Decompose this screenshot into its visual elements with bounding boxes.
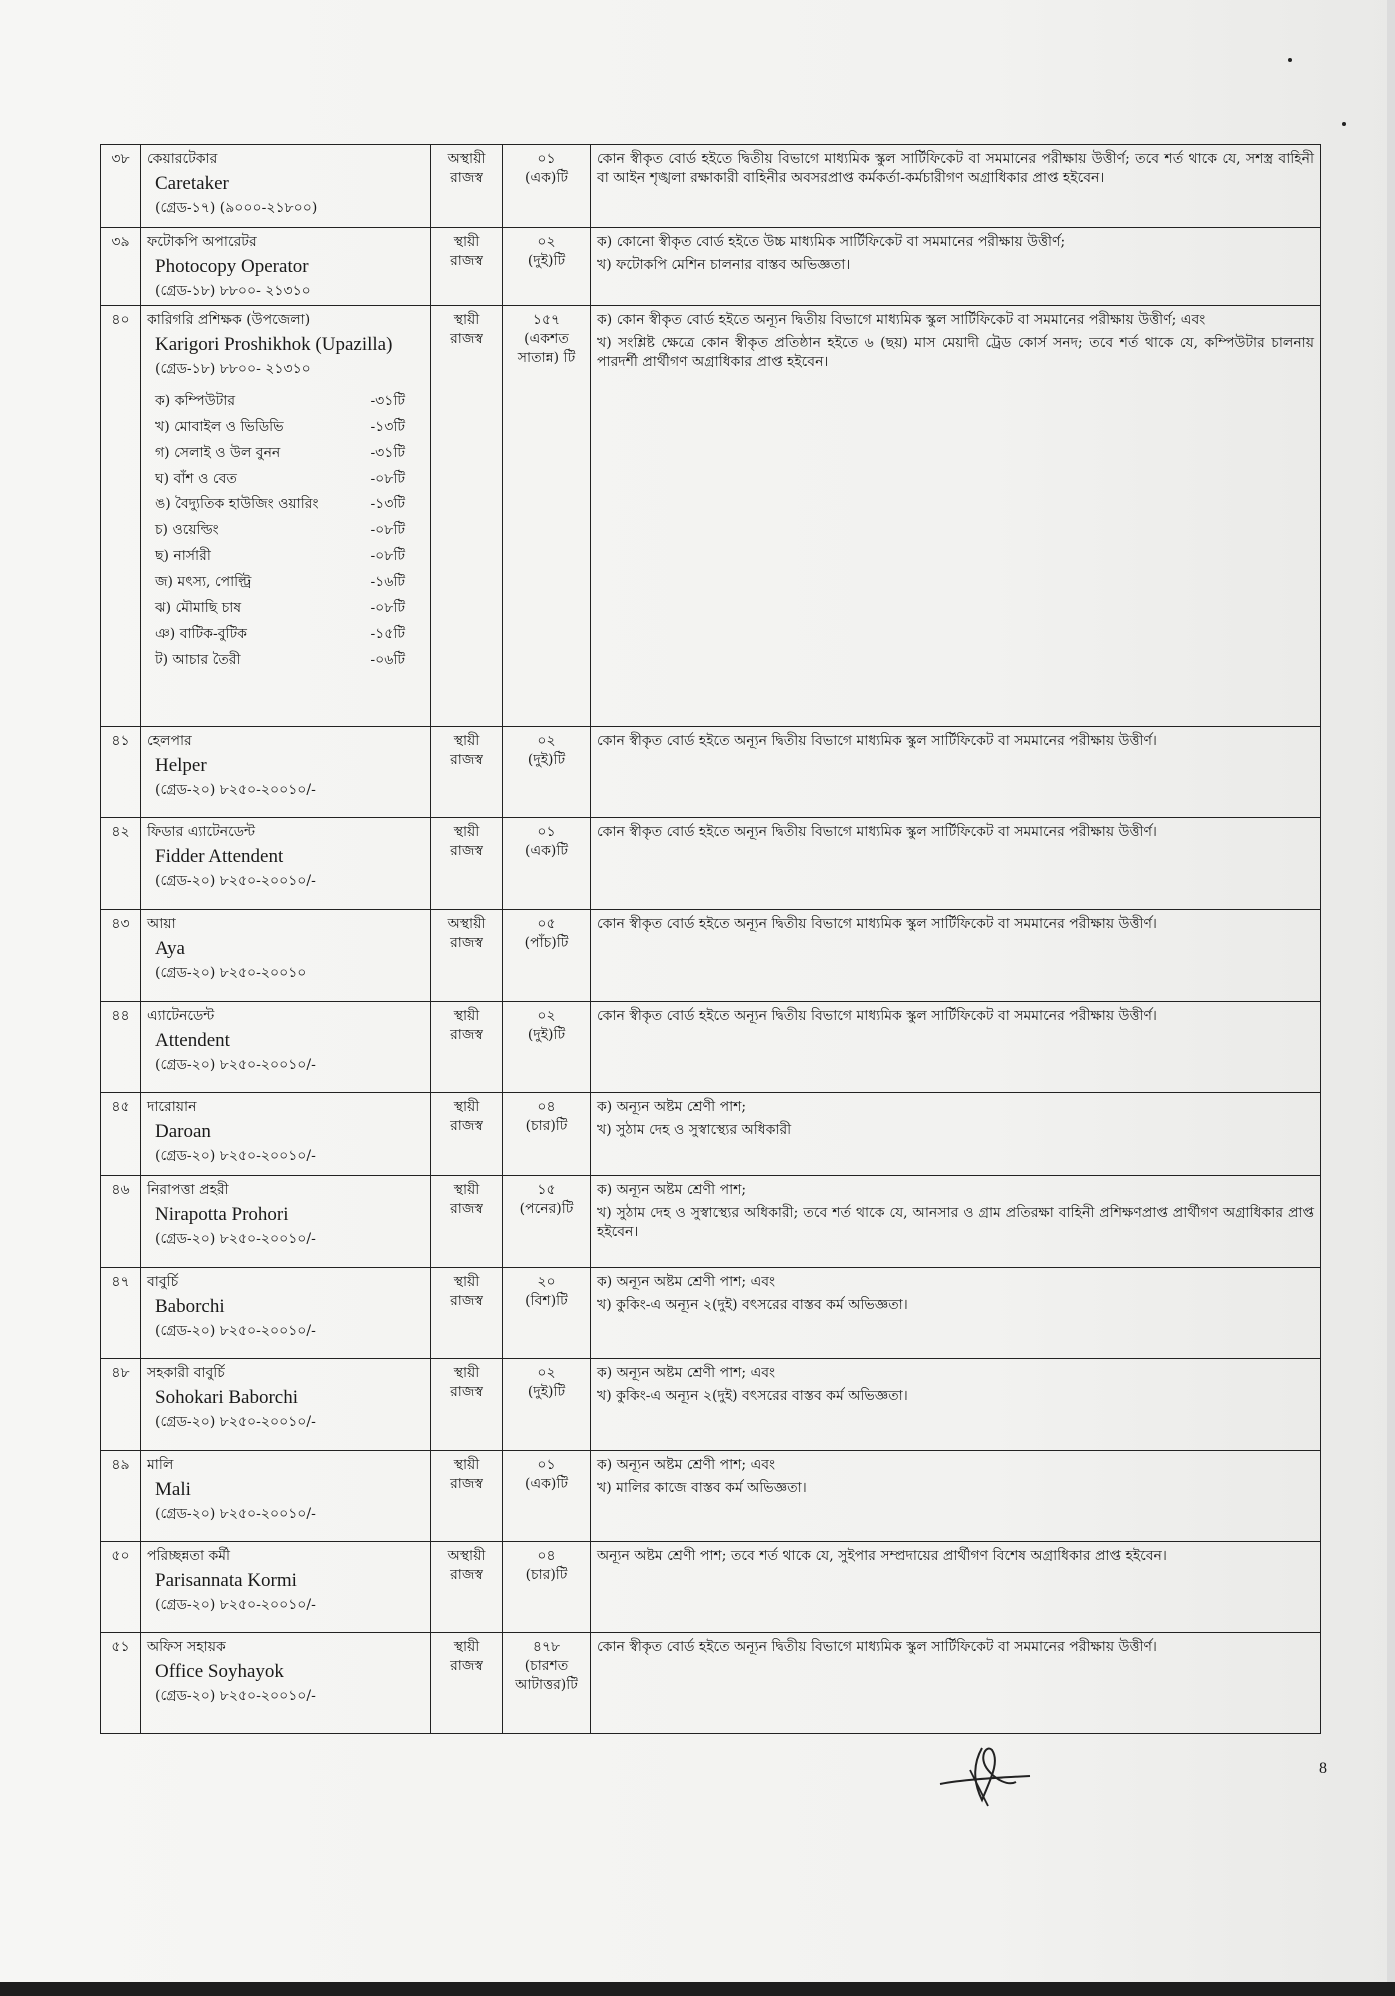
trade-name: ঙ) বৈদ্যুতিক হাউজিং ওয়ারিং [155, 496, 319, 513]
vacancy-cell [503, 1176, 591, 1268]
qualification-line: খ) মালির কাজে বাস্তব কর্ম অভিজ্ঞতা। [597, 1480, 807, 1497]
pay-grade: (গ্রেড-১৭) (৯০০০-২১৮০০) [155, 199, 318, 216]
post-name-bangla: কারিগরি প্রশিক্ষক (উপজেলা) [147, 312, 311, 329]
post-name-english: Karigori Proshikhok (Upazilla) [155, 334, 393, 356]
post-name-bangla: আয়া [147, 916, 176, 933]
qualification-cell [591, 1002, 1321, 1093]
vacancy-cell [503, 727, 591, 818]
serial-cell: ৪৯ [101, 1451, 141, 1542]
qualification-cell [591, 306, 1321, 727]
pay-grade: (গ্রেড-২০) ৮২৫০-২০০১০/- [155, 1505, 316, 1522]
post-cell [141, 145, 431, 228]
vacancy-number: ২০ [537, 1274, 556, 1291]
qualification-line: খ) ফটোকপি মেশিন চালনার বাস্তব অভিজ্ঞতা। [597, 256, 851, 273]
status-type: স্থায়ী [453, 824, 480, 841]
vacancy-words: (দুই)টি [527, 752, 566, 769]
vacancy-cell [503, 1002, 591, 1093]
post-name-english: Fidder Attendent [155, 846, 284, 868]
qualification-line: কোন স্বীকৃত বোর্ড হইতে অন্যূন দ্বিতীয় বিভাগে মাধ্যমিক স্কুল সার্টিফিকেট বা সমমানের পরীক্ষায় উত্তীর্ণ। [597, 1008, 1157, 1025]
vacancy-words: (দুই)টি [527, 1384, 566, 1401]
status-type: স্থায়ী [453, 1182, 480, 1199]
serial-cell: ৪৪ [101, 1002, 141, 1093]
vacancy-words: (এক)টি [524, 169, 568, 186]
status-cell [431, 145, 503, 228]
qualification-line: ক) অন্যূন অষ্টম শ্রেণী পাশ; এবং [597, 1457, 776, 1474]
qualification-cell [591, 1359, 1321, 1451]
post-name-english: Parisannata Kormi [155, 1570, 297, 1592]
status-cell [431, 1359, 503, 1451]
post-name-bangla: নিরাপত্তা প্রহরী [147, 1182, 229, 1199]
qualification-line: ক) অন্যূন অষ্টম শ্রেণী পাশ; [597, 1099, 747, 1116]
status-fund: রাজস্ব [450, 1567, 483, 1584]
trade-name: ছ) নার্সারী [155, 548, 211, 565]
status-fund: রাজস্ব [450, 1476, 483, 1493]
post-name-english: Baborchi [155, 1296, 225, 1318]
table-row [101, 910, 1321, 1002]
qualification-line: কোন স্বীকৃত বোর্ড হইতে অন্যূন দ্বিতীয় বিভাগে মাধ্যমিক স্কুল সার্টিফিকেট বা সমমানের পরীক্ষায় উত্তীর্ণ। [597, 1639, 1157, 1656]
qualification-cell [591, 1176, 1321, 1268]
vacancy-number: ১৫৭ [532, 312, 561, 329]
status-cell [431, 1093, 503, 1176]
table-row [101, 818, 1321, 910]
post-cell [141, 727, 431, 818]
status-cell [431, 818, 503, 910]
post-name-bangla: হেলপার [147, 733, 192, 750]
vacancy-number: ০২ [537, 733, 556, 750]
post-name-bangla: বাবুর্চি [147, 1274, 179, 1291]
status-fund: রাজস্ব [450, 331, 483, 348]
pay-grade: (গ্রেড-২০) ৮২৫০-২০০১০/- [155, 1413, 316, 1430]
post-name-english: Nirapotta Prohori [155, 1204, 289, 1226]
post-name-bangla: দারোয়ান [147, 1099, 197, 1116]
status-type: স্থায়ী [453, 312, 480, 329]
status-cell [431, 1176, 503, 1268]
pay-grade: (গ্রেড-২০) ৮২৫০-২০০১০ [155, 964, 307, 981]
post-cell [141, 910, 431, 1002]
status-type: স্থায়ী [453, 234, 480, 250]
post-cell [141, 1359, 431, 1451]
status-type: স্থায়ী [453, 1008, 480, 1025]
vacancy-number: ০৫ [537, 916, 556, 933]
post-name-bangla: অফিস সহায়ক [147, 1639, 226, 1656]
post-cell [141, 228, 431, 306]
status-fund: রাজস্ব [450, 1384, 483, 1401]
table-row [101, 1093, 1321, 1176]
scan-bottom-edge [0, 1982, 1395, 1996]
status-cell [431, 228, 503, 306]
status-fund: রাজস্ব [450, 1027, 483, 1044]
qualification-line: খ) সংশ্লিষ্ট ক্ষেত্রে কোন স্বীকৃত প্রতিষ্ঠান হইতে ৬ (ছয়) মাস মেয়াদী ট্রেড কোর্স সনদ; তবে শর্ত থাকে যে, কম্পিউটার চালনায় পারদর্শী প্রার্থীগণ অগ্রাধিকার প্রাপ্ত হইবেন। [597, 335, 1314, 371]
status-type: স্থায়ী [453, 1274, 480, 1291]
pay-grade: (গ্রেড-২০) ৮২৫০-২০০১০/- [155, 781, 316, 798]
pay-grade: (গ্রেড-২০) ৮২৫০-২০০১০/- [155, 1596, 316, 1613]
qualification-line: খ) সুঠাম দেহ ও সুস্বাস্থ্যের অধিকারী; তবে শর্ত থাকে যে, আনসার ও গ্রাম প্রতিরক্ষা বাহিনী প্রশিক্ষণপ্রাপ্ত প্রার্থীগণ অগ্রাধিকার প্রাপ্ত হইবেন। [597, 1205, 1314, 1241]
status-fund: রাজস্ব [450, 1658, 483, 1675]
post-cell [141, 1542, 431, 1633]
table-body [101, 145, 1321, 1734]
trade-list [155, 389, 424, 674]
post-name-bangla: মালি [147, 1457, 174, 1474]
post-cell [141, 1633, 431, 1734]
status-fund: রাজস্ব [450, 1201, 483, 1218]
trade-item [155, 441, 405, 467]
status-cell [431, 306, 503, 727]
status-type: স্থায়ী [453, 733, 480, 750]
trade-item [155, 492, 405, 518]
status-cell [431, 910, 503, 1002]
serial-cell: ৪০ [101, 306, 141, 727]
scan-speck [1342, 122, 1346, 126]
qualification-cell [591, 1633, 1321, 1734]
qualification-line: ক) অন্যূন অষ্টম শ্রেণী পাশ; এবং [597, 1274, 776, 1291]
table-row [101, 306, 1321, 727]
post-name-english: Caretaker [155, 172, 229, 194]
vacancy-number: ০১ [537, 151, 556, 167]
table-row [101, 1002, 1321, 1093]
status-fund: রাজস্ব [450, 843, 483, 860]
status-type: স্থায়ী [453, 1099, 480, 1116]
vacancy-cell [503, 228, 591, 306]
status-type: স্থায়ী [453, 1365, 480, 1382]
table-row [101, 1359, 1321, 1451]
qualification-cell [591, 228, 1321, 306]
post-name-bangla: ফিডার এ্যাটেনডেন্ট [147, 824, 256, 841]
qualification-line: কোন স্বীকৃত বোর্ড হইতে অন্যূন দ্বিতীয় বিভাগে মাধ্যমিক স্কুল সার্টিফিকেট বা সমমানের পরীক্ষায় উত্তীর্ণ। [597, 824, 1157, 841]
page-number: 8 [1319, 1760, 1327, 1777]
qualification-cell [591, 145, 1321, 228]
post-name-english: Attendent [155, 1030, 230, 1052]
trade-item [155, 518, 405, 544]
trade-count: -৩১টি [370, 392, 405, 409]
post-name-english: Aya [155, 938, 185, 960]
vacancy-words: (দুই)টি [527, 1027, 566, 1044]
vacancy-number: ১৫ [537, 1182, 556, 1199]
trade-name: ঘ) বাঁশ ও বেত [155, 470, 237, 487]
vacancy-cell [503, 818, 591, 910]
post-name-english: Sohokari Baborchi [155, 1387, 299, 1409]
table-row [101, 1451, 1321, 1542]
vacancy-cell [503, 1542, 591, 1633]
trade-name: ঞ) বাটিক-বুটিক [155, 625, 247, 642]
qualification-cell [591, 910, 1321, 1002]
post-name-bangla: এ্যাটেনডেন্ট [147, 1008, 215, 1025]
status-type: অস্থায়ী [447, 916, 486, 933]
serial-cell: ৪৩ [101, 910, 141, 1002]
status-fund: রাজস্ব [450, 252, 483, 269]
table-row [101, 727, 1321, 818]
scan-speck [1288, 58, 1292, 62]
pay-grade: (গ্রেড-২০) ৮২৫০-২০০১০/- [155, 1230, 316, 1247]
vacancy-cell [503, 306, 591, 727]
qualification-line: কোন স্বীকৃত বোর্ড হইতে অন্যূন দ্বিতীয় বিভাগে মাধ্যমিক স্কুল সার্টিফিকেট বা সমমানের পরীক্ষায় উত্তীর্ণ। [597, 916, 1157, 933]
vacancy-words: (চার)টি [525, 1118, 568, 1135]
vacancy-words: (চার)টি [525, 1567, 568, 1584]
vacancy-cell [503, 910, 591, 1002]
trade-name: খ) মোবাইল ও ভিডিভি [155, 418, 284, 435]
vacancy-words: (পাঁচ)টি [524, 935, 569, 952]
post-cell [141, 1451, 431, 1542]
pay-grade: (গ্রেড-২০) ৮২৫০-২০০১০/- [155, 872, 316, 889]
vacancy-words: (পনের)টি [519, 1201, 574, 1218]
qualification-line: ক) কোন স্বীকৃত বোর্ড হইতে অন্যূন দ্বিতীয় বিভাগে মাধ্যমিক স্কুল সার্টিফিকেট বা সমমানের পরীক্ষায় উত্তীর্ণ; এবং [597, 312, 1206, 329]
qualification-line: কোন স্বীকৃত বোর্ড হইতে দ্বিতীয় বিভাগে মাধ্যমিক স্কুল সার্টিফিকেট বা সমমানের পরীক্ষায় উত্তীর্ণ; তবে শর্ত থাকে যে, সশস্ত্র বাহিনী বা আইন শৃঙ্খলা রক্ষাকারী বাহিনীর অবসরপ্রাপ্ত কর্মকর্তা-কর্মচারীগণ অগ্রাধিকার প্রাপ্ত হইবেন। [597, 151, 1314, 186]
trade-count: -১৩টি [370, 418, 405, 435]
trade-name: ঝ) মৌমাছি চাষ [155, 599, 242, 616]
trade-name: চ) ওয়েল্ডিং [155, 522, 219, 539]
serial-cell: ৪৬ [101, 1176, 141, 1268]
pay-grade: (গ্রেড-২০) ৮২৫০-২০০১০/- [155, 1147, 316, 1164]
vacancy-number: ০১ [537, 1457, 556, 1474]
qualification-line: ক) অন্যূন অষ্টম শ্রেণী পাশ; এবং [597, 1365, 776, 1382]
qualification-cell [591, 1451, 1321, 1542]
post-cell [141, 1268, 431, 1359]
vacancy-words: (দুই)টি [527, 252, 566, 269]
post-name-english: Daroan [155, 1121, 211, 1143]
post-cell [141, 1176, 431, 1268]
serial-cell: ৫১ [101, 1633, 141, 1734]
table-row [101, 145, 1321, 228]
vacancy-words: (একশত সাতান্ন) টি [517, 331, 576, 367]
qualification-line: ক) অন্যূন অষ্টম শ্রেণী পাশ; [597, 1182, 747, 1199]
vacancy-cell [503, 1633, 591, 1734]
trade-item [155, 596, 405, 622]
vacancy-cell [503, 1093, 591, 1176]
vacancy-number: ০৪ [537, 1548, 556, 1565]
serial-cell: ৫০ [101, 1542, 141, 1633]
post-name-bangla: সহকারী বাবুর্চি [147, 1365, 225, 1382]
trade-item [155, 544, 405, 570]
table-row [101, 1633, 1321, 1734]
status-type: স্থায়ী [453, 1457, 480, 1474]
pay-grade: (গ্রেড-১৮) ৮৮০০- ২১৩১০ [155, 282, 311, 299]
pay-grade: (গ্রেড-২০) ৮২৫০-২০০১০/- [155, 1056, 316, 1073]
qualification-line: খ) সুঠাম দেহ ও সুস্বাস্থ্যের অধিকারী [597, 1122, 792, 1139]
qualification-cell [591, 818, 1321, 910]
vacancy-words: (বিশ)টি [525, 1293, 568, 1310]
status-fund: রাজস্ব [450, 169, 483, 186]
post-cell [141, 1093, 431, 1176]
vacancy-cell [503, 1359, 591, 1451]
signature [930, 1740, 1040, 1814]
trade-count: -০৮টি [370, 470, 405, 487]
vacancy-words: (এক)টি [524, 843, 568, 860]
qualification-line: কোন স্বীকৃত বোর্ড হইতে অন্যূন দ্বিতীয় বিভাগে মাধ্যমিক স্কুল সার্টিফিকেট বা সমমানের পরীক্ষায় উত্তীর্ণ। [597, 733, 1157, 750]
trade-count: -০৮টি [370, 599, 405, 616]
trade-count: -০৬টি [370, 651, 405, 668]
table-row [101, 228, 1321, 306]
trade-item [155, 570, 405, 596]
post-name-english: Office Soyhayok [155, 1661, 284, 1683]
vacancy-cell [503, 1451, 591, 1542]
trade-name: গ) সেলাই ও উল বুনন [155, 444, 281, 461]
trade-item [155, 622, 405, 648]
serial-cell: ৪১ [101, 727, 141, 818]
qualification-line: অন্যূন অষ্টম শ্রেণী পাশ; তবে শর্ত থাকে যে, সুইপার সম্প্রদায়ের প্রার্থীগণ বিশেষ অগ্রাধিকার প্রাপ্ত হইবেন। [597, 1548, 1167, 1565]
vacancy-number: ০২ [537, 1008, 556, 1025]
trade-count: -৩১টি [370, 444, 405, 461]
status-cell [431, 1542, 503, 1633]
vacancy-cell [503, 1268, 591, 1359]
status-fund: রাজস্ব [450, 1118, 483, 1135]
serial-cell: ৪২ [101, 818, 141, 910]
trade-name: ট) আচার তৈরী [155, 651, 241, 668]
trade-name: জ) মৎস্য, পোল্ট্রি [155, 574, 252, 591]
post-cell [141, 306, 431, 727]
serial-cell: ৩৮ [101, 145, 141, 228]
job-circular-table [100, 144, 1321, 1734]
pay-grade: (গ্রেড-২০) ৮২৫০-২০০১০/- [155, 1322, 316, 1339]
qualification-line: ক) কোনো স্বীকৃত বোর্ড হইতে উচ্চ মাধ্যমিক সার্টিফিকেট বা সমমানের পরীক্ষায় উত্তীর্ণ; [597, 234, 1066, 250]
vacancy-number: ০২ [537, 1365, 556, 1382]
trade-item [155, 389, 405, 415]
trade-count: -০৮টি [370, 522, 405, 539]
status-type: স্থায়ী [453, 1639, 480, 1656]
vacancy-number: ০১ [537, 824, 556, 841]
status-cell [431, 727, 503, 818]
qualification-cell [591, 1542, 1321, 1633]
qualification-line: খ) কুকিং-এ অন্যূন ২(দুই) বৎসরের বাস্তব কর্ম অভিজ্ঞতা। [597, 1388, 908, 1405]
serial-cell: ৪৮ [101, 1359, 141, 1451]
trade-count: -০৮টি [370, 548, 405, 565]
vacancy-number: ৪৭৮ [532, 1639, 561, 1656]
status-fund: রাজস্ব [450, 935, 483, 952]
trade-item [155, 415, 405, 441]
serial-cell: ৪৫ [101, 1093, 141, 1176]
status-type: অস্থায়ী [447, 151, 486, 167]
vacancy-cell [503, 145, 591, 228]
pay-grade: (গ্রেড-২০) ৮২৫০-২০০১০/- [155, 1687, 316, 1704]
serial-cell: ৩৯ [101, 228, 141, 306]
serial-cell: ৪৭ [101, 1268, 141, 1359]
post-name-english: Photocopy Operator [155, 255, 309, 277]
vacancy-number: ০৪ [537, 1099, 556, 1116]
status-type: অস্থায়ী [447, 1548, 486, 1565]
trade-item [155, 467, 405, 493]
trade-item [155, 648, 405, 674]
qualification-line: খ) কুকিং-এ অন্যূন ২(দুই) বৎসরের বাস্তব কর্ম অভিজ্ঞতা। [597, 1297, 908, 1314]
scan-right-edge [1387, 0, 1395, 1996]
post-name-english: Mali [155, 1479, 191, 1501]
status-cell [431, 1002, 503, 1093]
qualification-cell [591, 1268, 1321, 1359]
status-cell [431, 1268, 503, 1359]
post-name-english: Helper [155, 755, 207, 777]
status-fund: রাজস্ব [450, 752, 483, 769]
status-cell [431, 1451, 503, 1542]
trade-count: -১৬টি [370, 574, 405, 591]
vacancy-number: ০২ [537, 234, 556, 250]
post-name-bangla: ফটোকপি অপারেটর [147, 234, 257, 250]
vacancy-words: (এক)টি [524, 1476, 568, 1493]
post-cell [141, 1002, 431, 1093]
trade-count: -১৩টি [370, 496, 405, 513]
post-name-bangla: পরিচ্ছন্নতা কর্মী [147, 1548, 231, 1565]
table-row [101, 1542, 1321, 1633]
table-row [101, 1268, 1321, 1359]
vacancy-words: (চারশত আটাত্তর)টি [515, 1658, 578, 1694]
pay-grade: (গ্রেড-১৮) ৮৮০০- ২১৩১০ [155, 360, 311, 377]
trade-name: ক) কম্পিউটার [155, 392, 236, 409]
qualification-cell [591, 1093, 1321, 1176]
status-fund: রাজস্ব [450, 1293, 483, 1310]
qualification-cell [591, 727, 1321, 818]
post-cell [141, 818, 431, 910]
table-row [101, 1176, 1321, 1268]
trade-count: -১৫টি [370, 625, 405, 642]
post-name-bangla: কেয়ারটেকার [147, 151, 218, 167]
status-cell [431, 1633, 503, 1734]
